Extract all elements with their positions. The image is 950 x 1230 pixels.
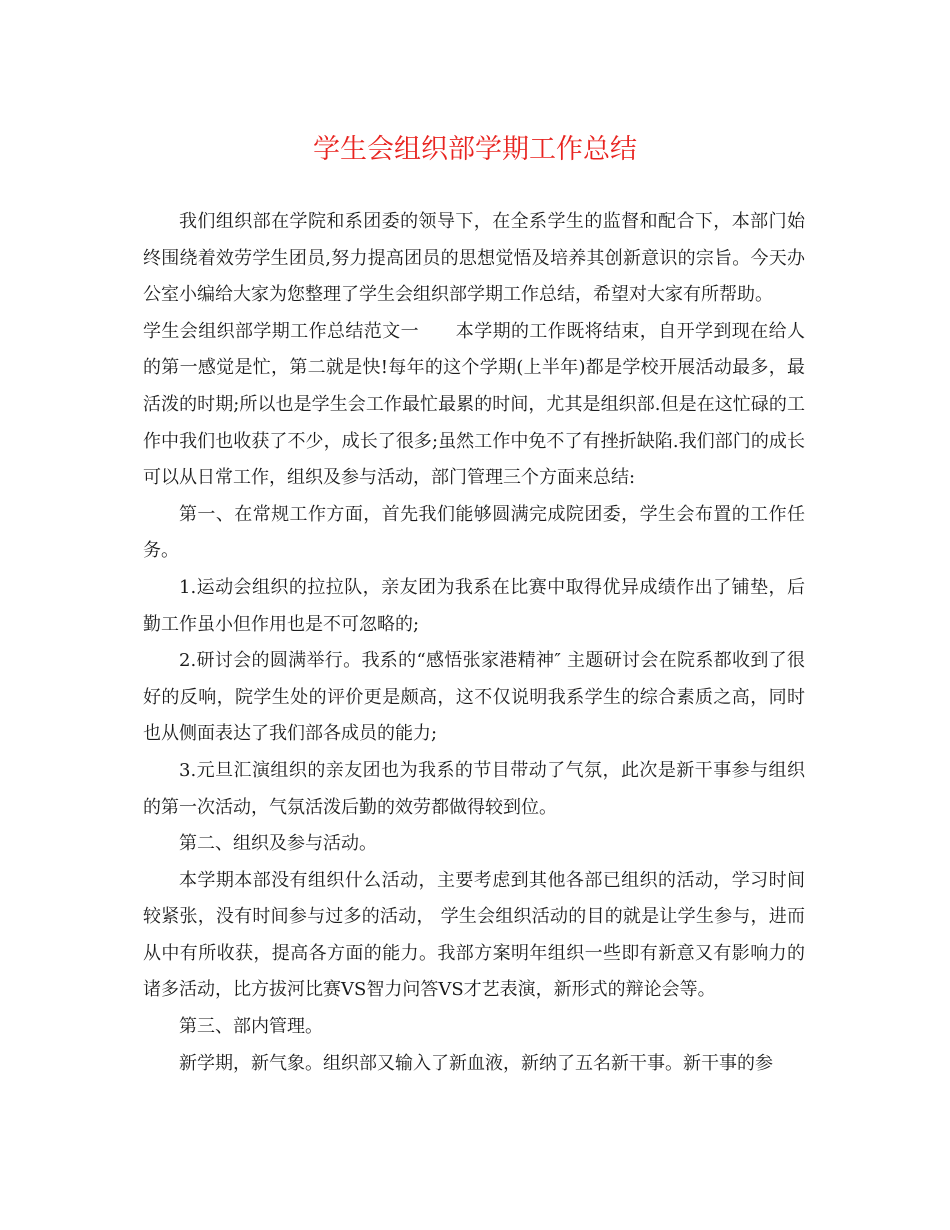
paragraph-new-semester: 新学期，新气象。组织部又输入了新血液，新纳了五名新干事。新干事的参	[179, 1052, 773, 1074]
paragraph-section-two: 第二、组织及参与活动。	[179, 833, 377, 855]
document-body	[143, 204, 805, 1082]
paragraph-item-2: 2.研讨会的圆满举行。我系的“感悟张家港精神″ 主题研讨会在院系都收到了很好的反响，院学生处的评价更是颇高，这不仅说明我系学生的综合素质之高，同时也从侧面表达了我们部各成员的能力;	[143, 650, 805, 745]
paragraph-sample-one: 学生会组织部学期工作总结范文一 本学期的工作既将结束，自开学到现在给人的第一感觉是忙，第二就是快!每年的这个学期(上半年)都是学校开展活动最多，最活泼的时期;所以也是学生会工作最忙最累的时间，尤其是组织部.但是在这忙碌的工作中我们也收获了不少，成长了很多;虽然工作中免不了有挫折缺陷.我们部门的成长可以从日常工作，组织及参与活动，部门管理三个方面来总结:	[143, 320, 805, 489]
paragraph-section-one: 第一、在常规工作方面，首先我们能够圆满完成院团委，学生会布置的工作任务。	[143, 503, 805, 562]
document-title: 学生会组织部学期工作总结	[313, 134, 637, 165]
paragraph-intro: 我们组织部在学院和系团委的领导下，在全系学生的监督和配合下，本部门始终围绕着效劳学生团员,努力提高团员的思想觉悟及培养其创新意识的宗旨。今天办公室小编给大家为您整理了学生会组织部学期工作总结，希望对大家有所帮助。	[143, 211, 805, 306]
paragraph-item-1: 1.运动会组织的拉拉队，亲友团为我系在比赛中取得优异成绩作出了铺垫，后勤工作虽小但作用也是不可忽略的;	[143, 576, 805, 635]
paragraph-activities: 本学期本部没有组织什么活动，主要考虑到其他各部已组织的活动，学习时间较紧张，没有时间参与过多的活动， 学生会组织活动的目的就是让学生参与，进而从中有所收获，提高各方面的能力。我部方案明年组织一些即有新意又有影响力的诸多活动，比方拔河比赛VS智力问答VS才艺表演，新形式的辩论会等。	[143, 869, 805, 1001]
paragraph-item-3: 3.元旦汇演组织的亲友团也为我系的节目带动了气氛，此次是新干事参与组织的第一次活动，气氛活泼后勤的效劳都做得较到位。	[143, 759, 805, 818]
paragraph-section-three: 第三、部内管理。	[179, 1016, 323, 1038]
